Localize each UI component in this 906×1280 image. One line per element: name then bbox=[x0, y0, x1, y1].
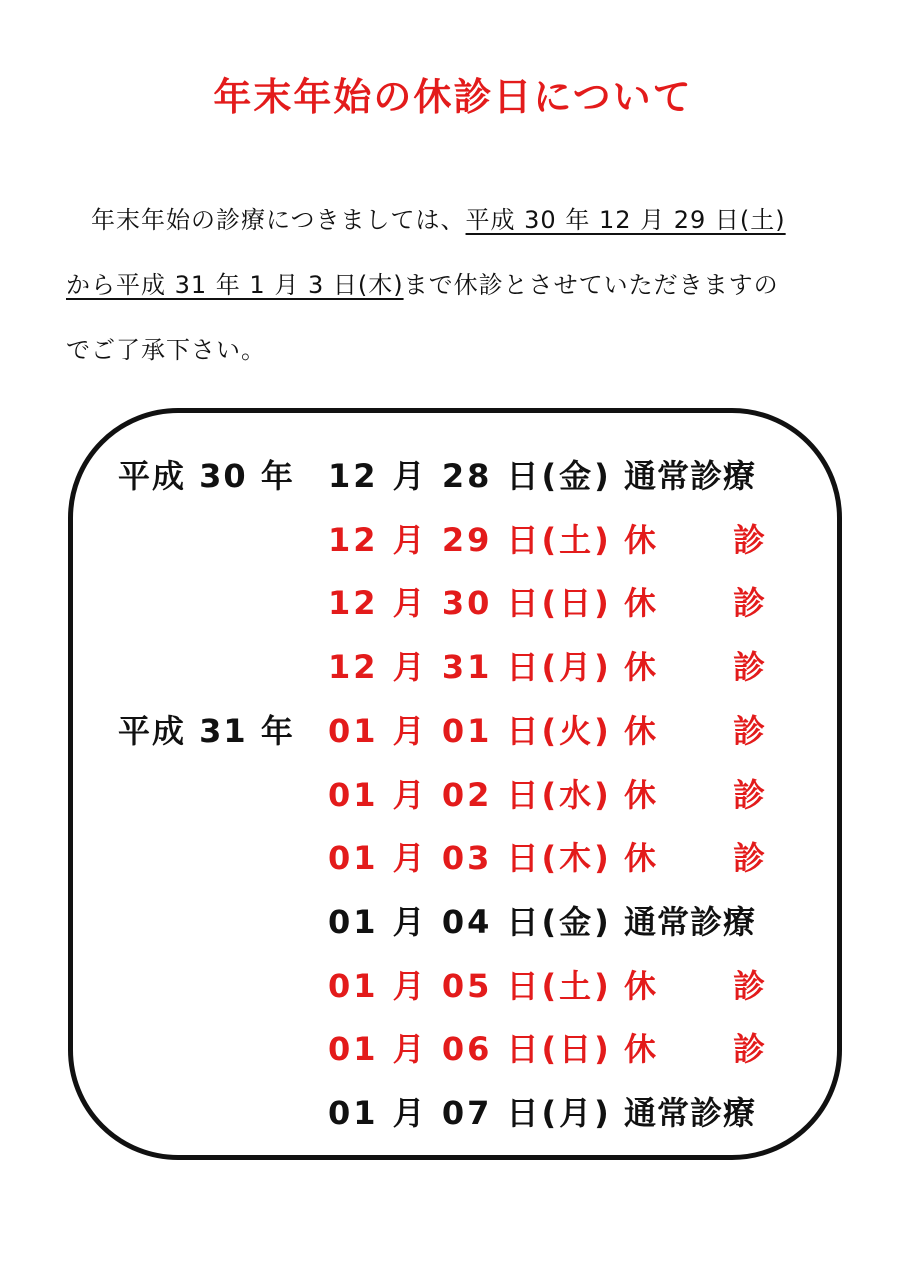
schedule-date: 01 月 06 日(日) bbox=[328, 1030, 612, 1069]
schedule-row bbox=[0, 1087, 906, 1139]
schedule-era: 平成 31 年 bbox=[118, 711, 295, 750]
notice-line-2 bbox=[66, 268, 846, 302]
schedule-row bbox=[0, 450, 906, 502]
schedule-status-char: 休 bbox=[624, 1030, 658, 1069]
schedule-status: 通常診療 bbox=[624, 1094, 757, 1132]
schedule-row bbox=[0, 960, 906, 1012]
schedule-status-char: 休 bbox=[624, 648, 658, 687]
schedule-status-char: 診 bbox=[732, 584, 766, 623]
schedule-status bbox=[624, 705, 766, 757]
schedule-status-char: 休 bbox=[624, 520, 658, 559]
schedule-status-char: 休 bbox=[624, 966, 658, 1005]
schedule-status-char: 診 bbox=[732, 520, 766, 559]
schedule-status-char: 休 bbox=[624, 839, 658, 878]
notice-line-1 bbox=[66, 203, 846, 237]
schedule-status bbox=[624, 960, 766, 1012]
schedule-date: 01 月 07 日(月) bbox=[328, 1094, 612, 1132]
schedule-status-char: 診 bbox=[732, 966, 766, 1005]
schedule-row bbox=[0, 832, 906, 884]
schedule-row bbox=[0, 641, 906, 693]
schedule-row bbox=[0, 705, 906, 757]
schedule-date: 01 月 05 日(土) bbox=[328, 966, 612, 1005]
schedule-row bbox=[0, 769, 906, 821]
schedule-status bbox=[624, 832, 766, 884]
schedule-status-char: 診 bbox=[732, 839, 766, 878]
schedule-status-char: 診 bbox=[732, 775, 766, 814]
schedule-row bbox=[0, 577, 906, 629]
page-title: 年末年始の休診日について bbox=[213, 75, 693, 119]
schedule-status: 通常診療 bbox=[624, 902, 757, 941]
schedule-date: 01 月 03 日(木) bbox=[328, 839, 612, 878]
notice-line-3: でご了承下さい。 bbox=[66, 336, 266, 364]
notice-end-date: から平成 31 年 1 月 3 日(木) bbox=[66, 271, 404, 299]
schedule-date: 01 月 02 日(水) bbox=[328, 775, 612, 814]
schedule-status-char: 休 bbox=[624, 775, 658, 814]
notice-text: 年末年始の診療につきましては、 bbox=[66, 206, 466, 234]
schedule-status-char: 診 bbox=[732, 711, 766, 750]
schedule-status bbox=[624, 769, 766, 821]
schedule-date: 12 月 29 日(土) bbox=[328, 520, 612, 559]
schedule-era: 平成 30 年 bbox=[118, 457, 295, 495]
schedule-status-char: 診 bbox=[732, 648, 766, 687]
schedule-date: 12 月 30 日(日) bbox=[328, 584, 612, 623]
notice-text: まで休診とさせていただきますの bbox=[403, 271, 779, 299]
schedule-row bbox=[0, 514, 906, 566]
schedule-date: 01 月 01 日(火) bbox=[328, 711, 612, 750]
schedule-status bbox=[624, 577, 766, 629]
schedule-status bbox=[624, 514, 766, 566]
schedule-date: 12 月 28 日(金) bbox=[328, 457, 612, 495]
schedule-status-char: 診 bbox=[732, 1030, 766, 1069]
schedule-row bbox=[0, 1023, 906, 1075]
schedule-status-char: 休 bbox=[624, 711, 658, 750]
schedule-status bbox=[624, 1023, 766, 1075]
schedule-status bbox=[624, 641, 766, 693]
notice-start-date: 平成 30 年 12 月 29 日(土) bbox=[465, 206, 786, 234]
schedule-status-char: 休 bbox=[624, 584, 658, 623]
schedule-date: 12 月 31 日(月) bbox=[328, 648, 612, 687]
schedule-date: 01 月 04 日(金) bbox=[328, 902, 612, 941]
schedule-status: 通常診療 bbox=[624, 457, 757, 495]
schedule-row bbox=[0, 896, 906, 948]
